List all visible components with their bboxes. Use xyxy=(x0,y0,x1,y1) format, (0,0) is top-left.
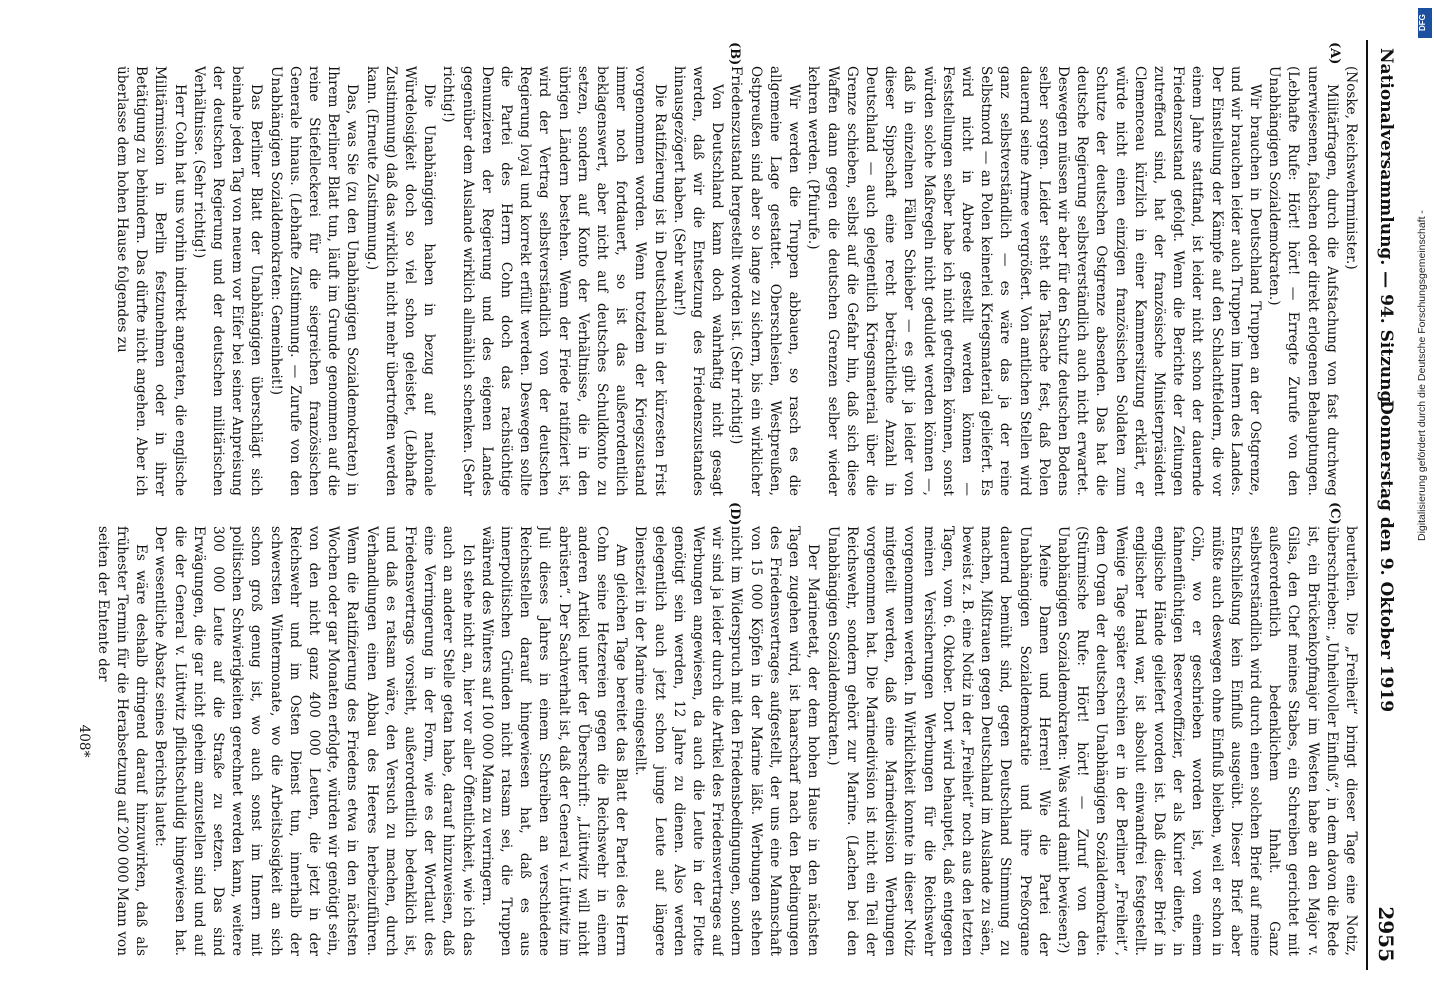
digitization-credit xyxy=(1416,10,1432,990)
paragraph: Wir brauchen in Deutschland Truppen an der Ostgrenze, und wir brauchen leider auch Truppen im Innern des Landes. Der Einstellung der Kämpfe auf den Schlachtfeldern, die vor einem Jahre stattfand, ist leider nicht schon der dauernde Friedenszustand gefolgt. Wenn die Berichte der Zeitungen zutreffend sind, hat der französische Ministerpräsident Clemenceau kürzlich in einer Kammersitzung erklärt, er würde nicht einen einzigen französischen Soldaten zum Schutze der deutschen Ostgrenze absenden. Das hat die deutsche Regierung selbstverständlich auch nicht erwartet. Deswegen müssen wir aber für den Schutz deutschen Bodens selber sorgen. Leider steht die Tatsache fest, daß Polen dauernd seine Armee vergrößert. Von amtlichen Stellen wird ganz selbstverständlich — es wäre das ja der reine Selbstmord — an Polen keinerlei Kriegsmaterial geliefert. Es wird nicht in Abrede gestellt werden können — Feststellungen selber habe ich nicht getroffen können, sonst würden solche Maßregeln nicht geduldet werden können —, daß in einzelnen Fällen Schieber — es gibt ja leider von dieser Sippschaft eine recht beträchtliche Anzahl in Deutschland — auch gelegentlich Kriegsmaterial über die Grenze schieben, selbst auf die Gefahr hin, daß sich diese Waffen dann gegen die deutschen Grenzen selber wieder kehren werden. (Pfuirufe.) xyxy=(805,66,1263,496)
paragraph: Ich stehe nicht an, hier vor aller Öffentlichkeit, wie ich das auch an anderer Stelle getan habe, darauf hinzuweisen, daß eine Verringerung in der Form, wie es der Wortlaut des Friedensvertrags vorsieht, außerordentlich bedenklich ist, und daß es ratsam wäre, den Versuch zu machen, durch Verhandlungen einen Abbau des Heeres herbeizuführen. Wenn die Ratifizierung des Friedens etwa in den nächsten Wochen oder gar Monaten erfolgte, würden wir genötigt sein, von den nicht ganz 400 000 Leuten, die jetzt in der Reichswehr und im Osten Dienst tun, innerhalb der schwersten Wintermonate, wo die Arbeitslosigkeit an sich schon groß genug ist, wo auch sonst im Innern mit politischen Schwierigkeiten gerechnet werden kann, weitere 300 000 Leute auf die Straße zu setzen. Das sind Erwägungen, die gar nicht geheim anzustellen sind und auf die der General v. Lüttwitz pflichtschuldig hingewiesen hat. Der wesentliche Absatz seines Berichts lautet: xyxy=(152,526,476,956)
paragraph: Das Berliner Blatt der Unabhängigen überschlägt sich beinahe jeden Tag von neuem vor Eifer bei seiner Anpreisung der deutschen Regierung und der deutschen militärischen Verhältnisse. (Sehr richtig!) xyxy=(190,66,265,496)
paragraph: Die Ratifizierung ist in Deutschland in der kürzesten Frist vorgenommen worden. Wenn trotzdem der Kriegszustand immer noch fortdauert, so ist das außerordentlich beklagenswert, aber nicht auf deutsches Schuldkonto zu setzen, sondern auf Konto der Verhältnisse, die in den übrigen Ländern bestehen. Wenn der Friede ratifiziert ist, wird der Vertrag selbstverständlich von der deutschen Regierung loyal und korrekt erfüllt werden. Deswegen sollte die Partei des Herrn Cohn doch das rachsüchtige Denunzieren der Regierung und des eigenen Landes gegenüber dem Auslande wirklich allmählich schenken. (Sehr richtig!) xyxy=(440,66,668,496)
rotated-page xyxy=(62,40,1402,970)
paragraph: Am gleichen Tage bereitet das Blatt der Partei des Herrn Cohn seine Hetzereien gegen die Reichswehr in einem anderen Artikel unter der Überschrift: „Lüttwitz will nicht abrüsten“. Der Sachverhalt ist, daß der General v. Lüttwitz im Juli dieses Jahres in einem Schreiben an verschiedene Reichsstellen darauf hingewiesen hat, daß es aus innerpolitischen Gründen nicht ratsam sei, die Truppen während des Winters auf 100 000 Mann zu verringern. xyxy=(478,526,630,956)
margin-mark-a: (A) xyxy=(1327,42,1342,65)
paragraph: Militärfragen, durch die Aufstachung von fast durchweg unerwiesenen, falschen oder direkt erlogenen Behauptungen. (Lebhafte Rufe: Hört! hört! — Erregte Zurufe von den Unabhängigen Sozialdemokraten.) xyxy=(1266,66,1340,496)
footer-number: 408* xyxy=(75,724,92,758)
page-header xyxy=(1366,40,1402,970)
paragraph: Meine Damen und Herren! Wie die Partei der Unabhängigen Sozialdemokratie und ihre Preßorgane dauernd bemüht sind, gegen Deutschland Stimmung zu machen, Mißtrauen gegen Deutschland im Auslande zu säen, beweist z. B. eine Notiz in der „Freiheit“ noch aus den letzten Tagen, vom 6. Oktober. Dort wird behauptet, daß entgegen meinen Versicherungen Werbungen für die Reichswehr vorgenommen werden. In Wirklichkeit konnte in dieser Notiz mitgeteilt werden, daß eine Marinedivision Werbungen vorgenommen hat. Die Marinedivision ist nicht ein Teil der Reichswehr, sondern gehört zur Marine. (Lachen bei den Unabhängigen Sozialdemokraten.) xyxy=(824,526,1052,956)
paragraph: Von Deutschland kann doch wahrhaftig nicht gesagt werden, daß wir die Entsetzung des Friedenszustandes hinausgezögert haben. (Sehr wahr!) xyxy=(670,66,726,496)
margin-mark-c: (C) xyxy=(1327,502,1342,525)
paragraph: Es wäre deshalb dringend darauf hinzuwirken, daß als frühester Termin für die Herabsetzung auf 200 000 Mann von seiten der Entente der xyxy=(94,526,150,956)
header-left: Nationalversammlung. — 94. Sitzung. xyxy=(1376,48,1396,409)
paragraph: Herr Cohn hat uns vorhin indirekt angeraten, die englische Militärmission in Berlin festzunehmen oder in ihrer Betätigung zu behindern. Das dürfte nicht angehen. Aber ich überlasse dem hohen Hause folgendes zu xyxy=(114,66,188,496)
left-column xyxy=(70,66,1360,496)
paragraph: (Noske, Reichswehrminister.) xyxy=(1343,66,1359,270)
header-date: Donnerstag den 9. Oktober 1919 xyxy=(1376,400,1396,713)
paragraph: Wir werden die Truppen abbauen, so rasch es die allgemeine Lage gestattet. Oberschlesien, Westpreußen, Ostpreußen sind aber so lange zu sichern, bis ein wirklicher Friedenszustand hergestellt worden ist. (Sehr richtig!) xyxy=(728,66,803,496)
paragraph: beurteilen. Die „Freiheit“ bringt dieser Tage eine Notiz, überschrieben: „Unheilvoller Einfluß“, in dem davon die Rede ist, ein Brückenkopfmajor im Westen habe an den Major v. Gilsa, den Chef meines Stabes, ein Schreiben gerichtet mit außerordentlich bedenklichem Inhalt. Ganz selbstverständlich wird durch einen solchen Brief auf meine Entschließung kein Einfluß ausgeübt. Dieser Brief aber müßte auch deswegen ohne Einfluß bleiben, weil er schon in Cöln, wo er geschrieben worden ist, von einem fahnenflüchtigen Reserveoffizier, der als Kurier diente, in englische Hände geliefert worden ist. Daß dieser Brief in englischer Hand war, ist absolut einwandfrei festgestellt. Wenige Tage später erschien er in der Berliner „Freiheit“, dem Organ der deutschen Unabhängigen Sozialdemokratie. (Stürmische Rufe: Hört! hört! — Zuruf von den Unabhängigen Sozialdemokraten: Was wird damit bewiesen?) xyxy=(1054,526,1359,956)
margin-mark-d: (D) xyxy=(727,502,742,526)
margin-mark-b: (B) xyxy=(727,42,742,66)
page-number: 2955 xyxy=(1374,906,1398,962)
credit-text: Digitalisierung gefördert durch die Deutsche Forschungsgemeinschaft - xyxy=(1416,210,1428,541)
right-column xyxy=(70,526,1360,956)
paragraph: Das, was Sie (zu den Unabhängigen Sozialdemokraten) in Ihrem Berliner Blatt tun, läuft im Grunde genommen auf die reine Stiefelleckerei für die siegreichen französischen Generale hinaus. (Lebhafte Zustimmung. — Zurufe von den Unabhängigen Sozialdemokraten: Gemeinheit!) xyxy=(267,66,361,496)
dfg-logo-icon: DFG xyxy=(1418,8,1432,38)
paragraph: Die Unabhängigen haben in bezug auf nationale Würdelosigkeit doch so viel schon geleistet, (Lebhafte Zustimmung) daß das wirklich nicht mehr übertroffen werden kann. (Erneute Zustimmung.) xyxy=(363,66,438,496)
paragraph: Der Marineetat, der dem hohen Hause in den nächsten Tagen zugehen wird, ist haarscharf nach den Bedingungen des Friedensvertrages aufgestellt, der uns eine Mannschaft von 15 000 Köpfen in der Marine läßt. Werbungen stehen nicht im Widerspruch mit den Friedensbedingungen, sondern wir sind ja leider durch die Artikel des Friedensvertrages auf Werbungen angewiesen, da auch die Leute in der Flotte genötigt sein werden, 12 Jahre zu dienen. Also werden gelegentlich auch jetzt schon junge Leute auf längere Dienstzeit in der Marine eingestellt. xyxy=(632,526,822,956)
